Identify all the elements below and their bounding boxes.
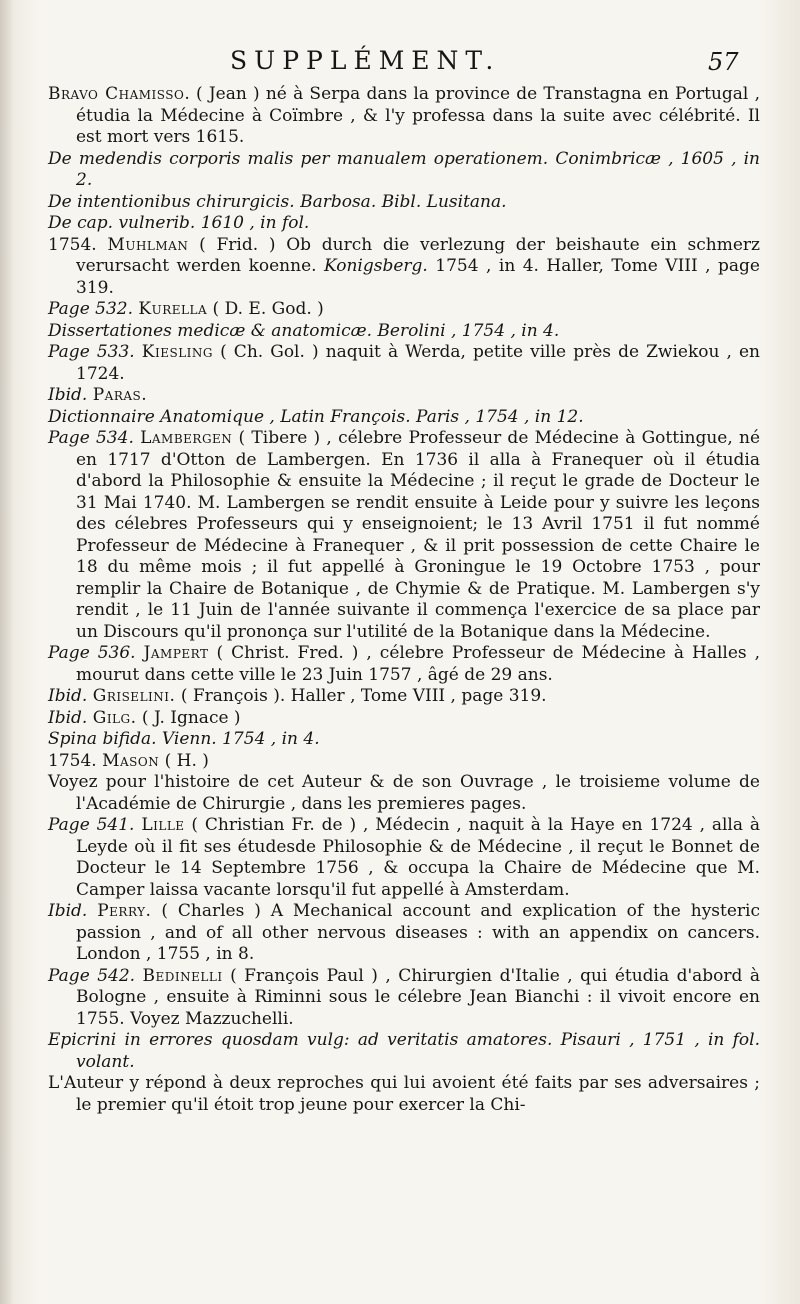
entry-text: ( Charles ) A Mechanical account and explication of the hysteric passion , and of all other nervous diseases : with an appendix on cancers. London , 1755 , in 8. bbox=[76, 901, 760, 964]
entry-text: ( Ch. Gol. ) naquit à Werda, petite ville près de Zwiekou , en 1724. bbox=[76, 342, 761, 384]
entry bbox=[48, 772, 760, 815]
entry bbox=[48, 235, 760, 300]
entry bbox=[48, 751, 760, 773]
entry bbox=[48, 428, 760, 643]
entry-heading: Lambergen bbox=[140, 428, 233, 448]
entry-prefix: 1754. bbox=[48, 234, 97, 255]
entry bbox=[48, 213, 760, 235]
entry-prefix: Page 534. bbox=[48, 428, 134, 448]
entry-prefix: Ibid. bbox=[48, 686, 88, 706]
entry bbox=[48, 84, 760, 149]
entry-text: Dictionnaire Anatomique , Latin François. Paris , 1754 , in 12. bbox=[48, 406, 584, 427]
entry-text: ( J. Ignace ) bbox=[141, 707, 241, 728]
entry-text: Spina bifida. Vienn. 1754 , in 4. bbox=[48, 729, 320, 749]
entry-text: ( François Paul ) , Chirurgien d'Italie , qui étudia d'abord à Bologne , ensuite à Riminni sous le célebre Jean Bianchi : il vivoit encore en 1755. Voyez Mazzuchelli. bbox=[76, 965, 760, 1029]
entry-text: . ( Jean ) né à Serpa dans la province de Transtagna en Portugal , étudia la Médecine à Coïmbre , & l'y professa dans la suite avec célébrité. Il est mort vers 1615. bbox=[76, 84, 760, 147]
entry bbox=[48, 149, 760, 192]
entry-text: Dissertationes medicæ & anatomicæ. Berolini , 1754 , in 4. bbox=[48, 320, 560, 341]
entry bbox=[48, 901, 760, 966]
entry bbox=[48, 686, 760, 708]
page-number: 57 bbox=[708, 48, 739, 76]
entry bbox=[48, 708, 760, 730]
entry-heading: Lille bbox=[141, 815, 185, 835]
entry-heading: Bedinelli bbox=[142, 965, 223, 986]
entry-heading: Kurella bbox=[138, 299, 208, 319]
entry-place: Konigsberg. bbox=[324, 256, 428, 276]
entry-text: Epicrini in errores quosdam vulg: ad veritatis amatores. Pisauri , 1751 , in fol. volant. bbox=[48, 1030, 760, 1072]
entry-heading: Bravo Chamisso bbox=[48, 84, 185, 104]
entry bbox=[48, 1030, 760, 1073]
entry-heading: Mason bbox=[102, 750, 160, 771]
entry bbox=[48, 1073, 760, 1116]
entry-text: De medendis corporis malis per manualem operationem. Conimbricæ , 1605 , in 2. bbox=[48, 148, 760, 190]
entry-text: ( Frid. ) Ob durch die verlezung der beishaute ein schmerz verursacht werden koenne. bbox=[76, 234, 761, 276]
entry-heading: Muhlman bbox=[107, 234, 189, 255]
entry-text: ( H. ) bbox=[164, 750, 209, 771]
page-body bbox=[48, 84, 760, 1116]
entry bbox=[48, 299, 760, 321]
entry-text: ( Tibere ) , célebre Professeur de Médecine à Gottingue, né en 1717 d'Otton de Lambergen. En 1736 il alla à Franequer où il étudia d'abord la Philosophie & ensuite la Médecine ; il reçut le grade de Docteur le 31 Mai 1740. M. Lambergen se rendit ensuite à Leide pour y suivre les leçons des célebres Professeurs qui y enseignoient; le 13 Avril 1751 il fut nommé Professeur de Médecine à Franequer , & il prit possession de cette Chaire le 18 du même mois ; il fut appellé à Groningue le 19 Octobre 1753 , pour remplir la Chaire de Botanique , de Chymie & de Pratique. M. Lambergen s'y rendit , le 11 Juin de l'année suivante il commença l'exercice de sa place par un Discours qu'il prononça sur l'utilité de la Botanique dans la Médecine. bbox=[76, 428, 761, 642]
entry bbox=[48, 729, 760, 751]
entry-prefix: Ibid. bbox=[48, 901, 88, 921]
entry-prefix: Page 536. bbox=[48, 643, 136, 663]
entry-text: De cap. vulnerib. 1610 , in fol. bbox=[48, 213, 310, 233]
entry-prefix: Page 542. bbox=[48, 965, 136, 986]
entry bbox=[48, 342, 760, 385]
entry-prefix: Page 541. bbox=[48, 815, 135, 835]
entry-heading: Griselini. bbox=[92, 686, 176, 706]
entry bbox=[48, 192, 760, 214]
entry-heading: Jampert bbox=[143, 643, 209, 663]
entry-heading: Gilg. bbox=[92, 707, 137, 728]
entry bbox=[48, 407, 760, 429]
entry-text: 1754 , in 4. Haller, Tome VIII , page 319. bbox=[76, 256, 760, 298]
running-title: SUPPLÉMENT. bbox=[230, 46, 501, 75]
entry-text: Voyez pour l'histoire de cet Auteur & de son Ouvrage , le troisieme volume de l'Académie de Chirurgie , dans les premieres pages. bbox=[48, 772, 760, 814]
page-header bbox=[0, 46, 800, 82]
entry-prefix: Ibid. bbox=[48, 385, 88, 405]
entry bbox=[48, 321, 760, 343]
entry-text: ( D. E. God. ) bbox=[212, 299, 324, 319]
entry-prefix: Page 532. bbox=[48, 299, 134, 319]
entry-heading: Paras. bbox=[92, 385, 148, 405]
entry-heading: Kiesling bbox=[141, 342, 213, 362]
entry bbox=[48, 643, 760, 686]
entry-prefix: Page 533. bbox=[48, 342, 135, 362]
entry-prefix: 1754. bbox=[48, 750, 97, 771]
entry bbox=[48, 966, 760, 1031]
entry-text: ( Christian Fr. de ) , Médecin , naquit à la Haye en 1724 , alla à Leyde où il fit ses étudesde Philosophie & de Médecine , il reçut le Bonnet de Docteur le 14 Septembre 1756 , & occupa la Chaire de Médecine que M. Camper laissa vacante lorsqu'il fut appellé à Amsterdam. bbox=[76, 815, 760, 900]
entry bbox=[48, 385, 760, 407]
page-edge-shadow bbox=[0, 0, 14, 1304]
entry-text: ( Christ. Fred. ) , célebre Professeur de Médecine à Halles , mourut dans cette ville le 23 Juin 1757 , âgé de 29 ans. bbox=[76, 643, 761, 685]
entry bbox=[48, 815, 760, 901]
entry-heading: Perry. bbox=[97, 901, 152, 921]
entry-text: ( François ). Haller , Tome VIII , page 319. bbox=[180, 686, 547, 706]
entry-prefix: Ibid. bbox=[48, 707, 88, 728]
entry-text: L'Auteur y répond à deux reproches qui lui avoient été faits par ses adversaires ; le premier qu'il étoit trop jeune pour exercer la Chi- bbox=[48, 1073, 760, 1115]
entry-text: De intentionibus chirurgicis. Barbosa. Bibl. Lusitana. bbox=[48, 191, 507, 212]
